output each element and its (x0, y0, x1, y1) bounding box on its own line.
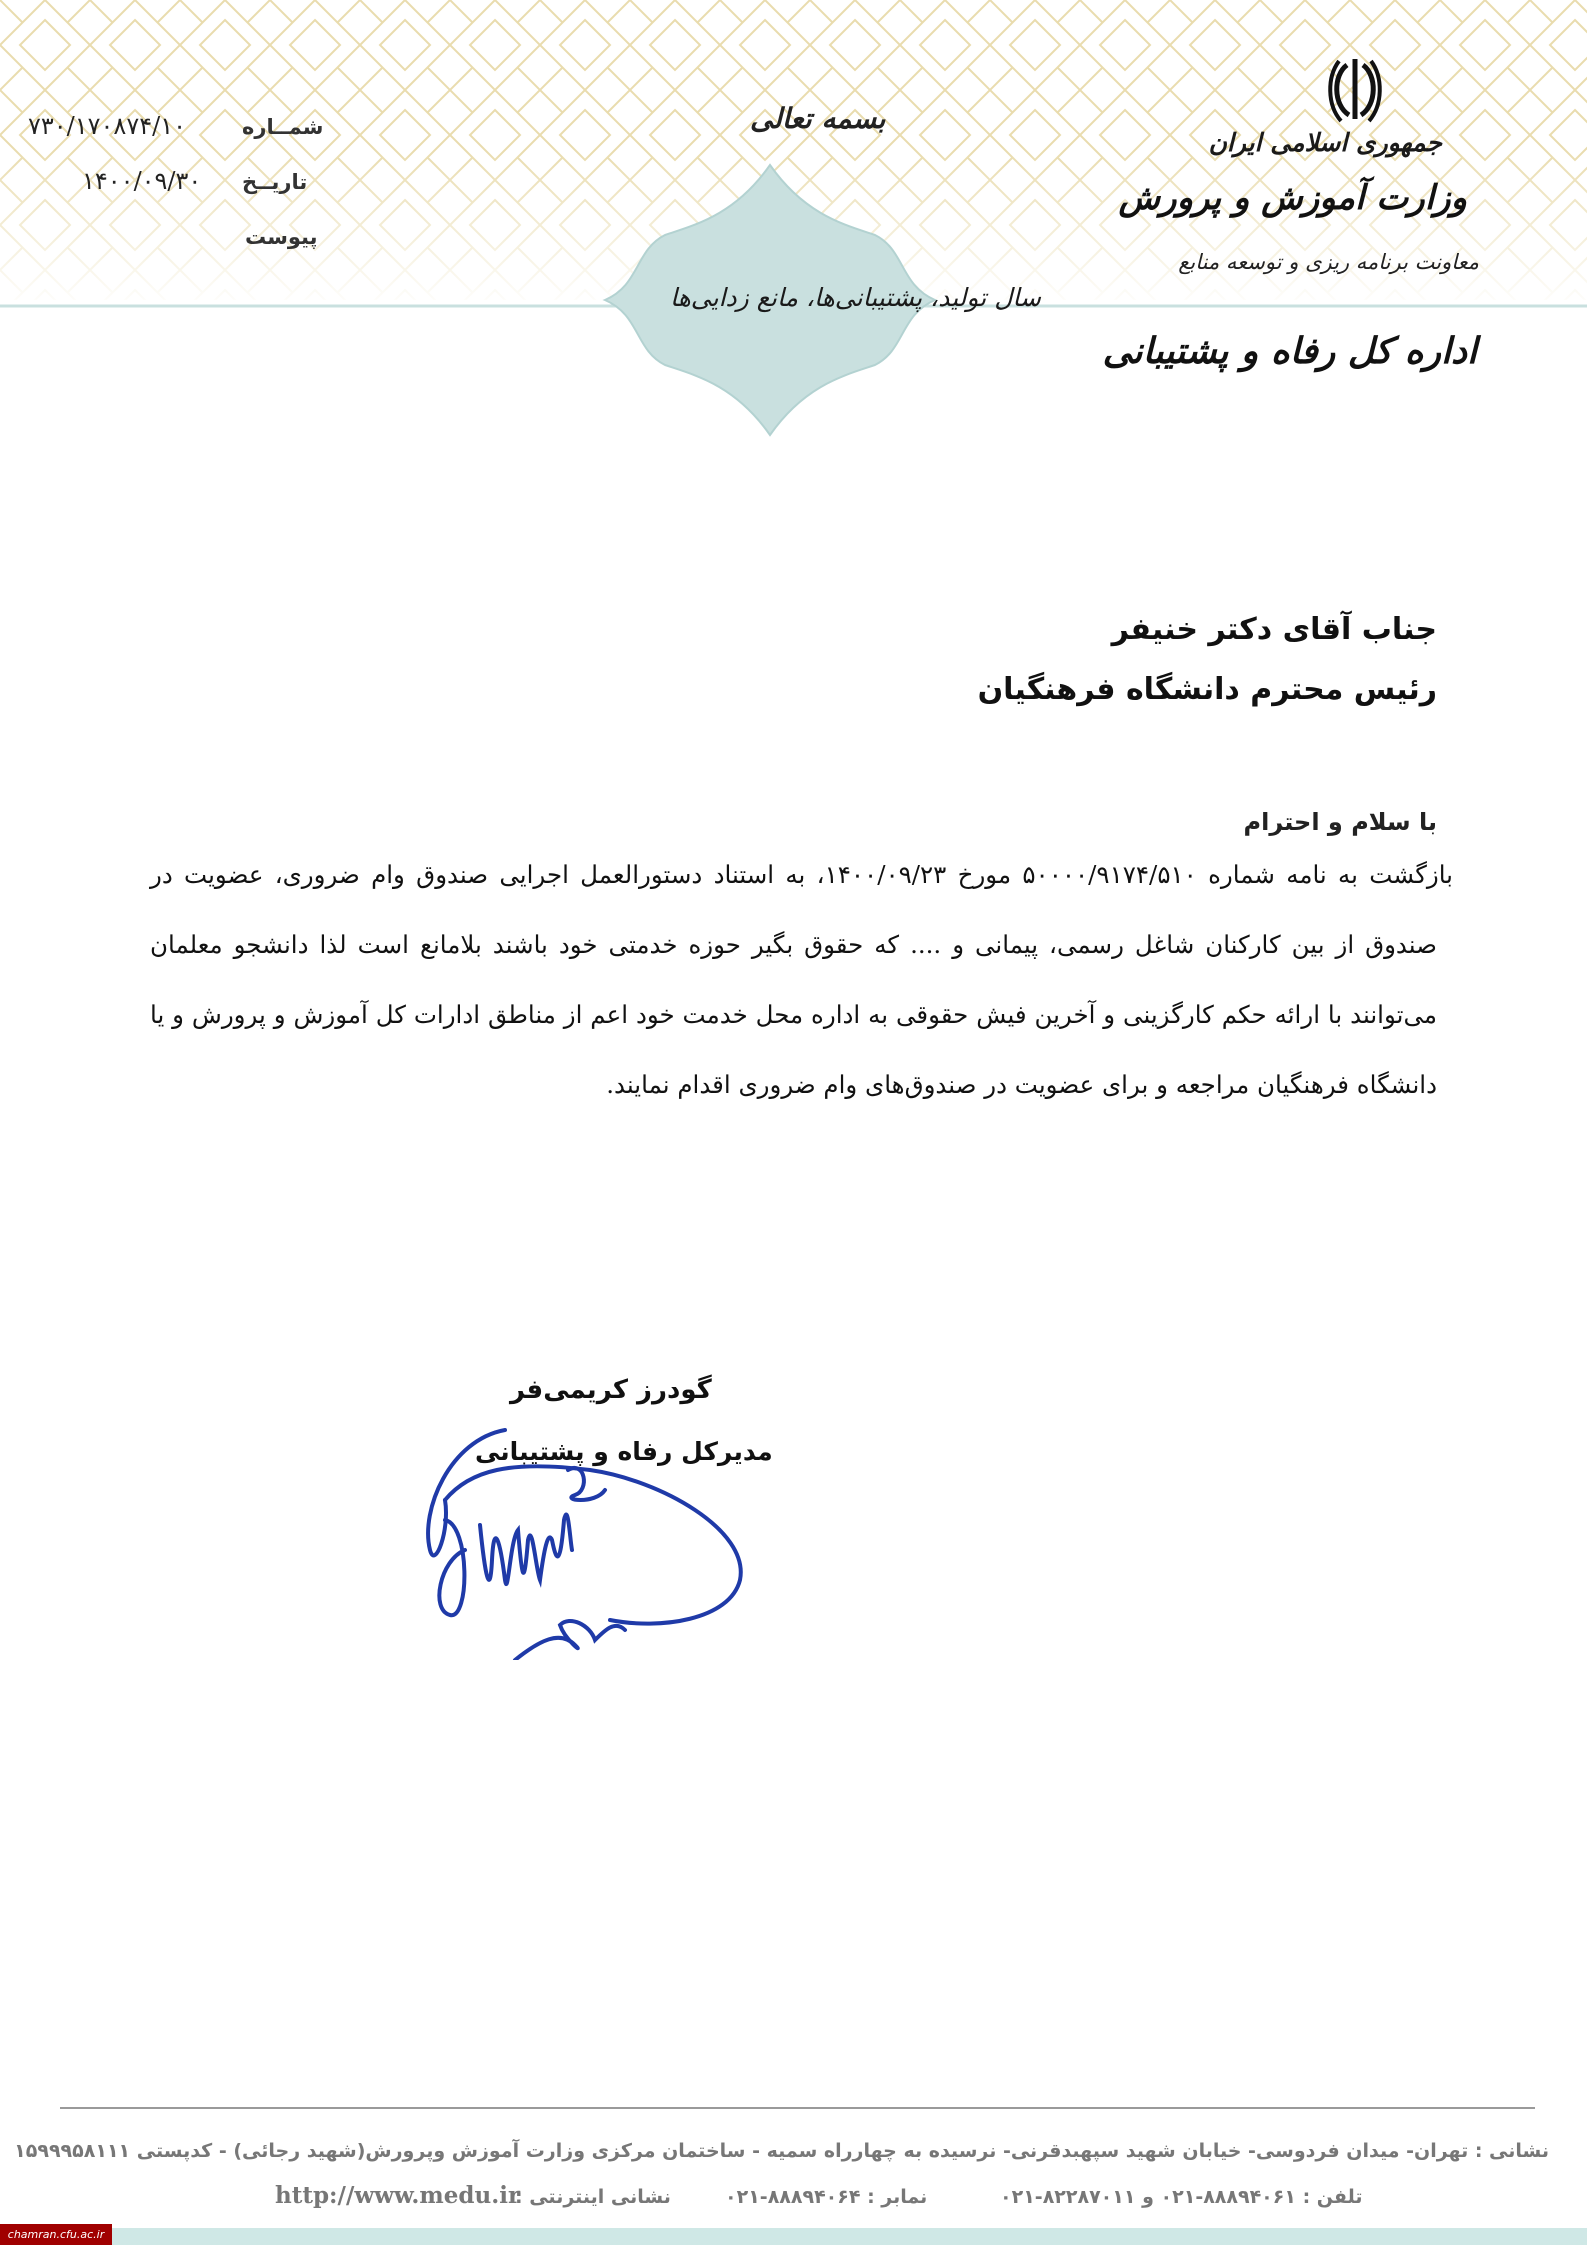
number-label: شمــاره (242, 115, 324, 139)
deputy-name: معاونت برنامه ریزی و توسعه منابع (1178, 250, 1479, 274)
number-value: ۷۳۰/۱۷۰۸۷۴/۱۰ (28, 112, 186, 140)
handwritten-signature (410, 1400, 770, 1660)
recipient-title: رئیس محترم دانشگاه فرهنگیان (977, 672, 1437, 707)
recipient-name: جناب آقای دکتر خنیفر (1111, 612, 1437, 647)
letter-body: بازگشت به نامه شماره ۵۰۰۰۰/۹۱۷۴/۵۱۰ مورخ ۱۴۰۰/۰۹/۲۳، به استناد دستورالعمل اجرایی صندوق وام ضروری، عضویت در صندوق از بین کارکنان شاغل رسمی، پیمانی و .... که حقوق بگیر حوزه خدمتی خود باشند بلامانع است لذا دانشجو معلمان می‌توانند با ارائه حکم کارگزینی و آخرین فیش حقوقی به اداره محل خدمت خود اعم از مناطق ادارات کل آموزش و پرورش و یا دانشگاه فرهنگیان مراجعه و برای عضویت در صندوق‌های وام ضروری اقدام نمایند. (150, 860, 1453, 1099)
attachment-label: پیوست (245, 225, 318, 249)
year-slogan: سال تولید، پشتیبانی‌ها، مانع زدایی‌ها (670, 283, 1041, 312)
footer-website-label: نشانی اینترنتی : (515, 2186, 671, 2208)
date-value: ۱۴۰۰/۰۹/۳۰ (82, 167, 202, 195)
footer-website-link[interactable]: http://www.medu.ir (275, 2182, 521, 2209)
greeting: با سلام و احترام (1243, 808, 1437, 836)
department-name: اداره کل رفاه و پشتیبانی (1102, 330, 1477, 372)
signatory-title: مدیرکل رفاه و پشتیبانی (475, 1437, 773, 1466)
footer-phone: تلفن : ۸۸۸۹۴۰۶۱-۰۲۱ و ۸۲۲۸۷۰۱۱-۰۲۱ (1000, 2186, 1363, 2208)
bismillah: بسمه تعالی (750, 102, 886, 135)
signatory-name: گودرز کریمی‌فر (510, 1375, 712, 1405)
footer-fax: نمابر : ۸۸۸۹۴۰۶۴-۰۲۱ (725, 2186, 928, 2208)
watermark-stamp: chamran.cfu.ac.ir (0, 2224, 112, 2245)
country-name: جمهوری اسلامی ایران (1208, 128, 1442, 157)
iran-emblem-icon (1325, 55, 1385, 125)
footer-divider (60, 2107, 1535, 2109)
footer-address: نشانی : تهران- میدان فردوسی- خیابان شهید سپهبدقرنی- نرسیده به چهارراه سمیه - ساختمان مرکزی وزارت آموزش وپرورش(شهید رجائی) - کدپستی ۱۵۹۹۹۵۸۱۱۱ (14, 2140, 1549, 2162)
ministry-name: وزارت آموزش و پرورش (1118, 178, 1467, 218)
footer-band (0, 2228, 1587, 2245)
date-label: تاریــخ (242, 170, 308, 194)
